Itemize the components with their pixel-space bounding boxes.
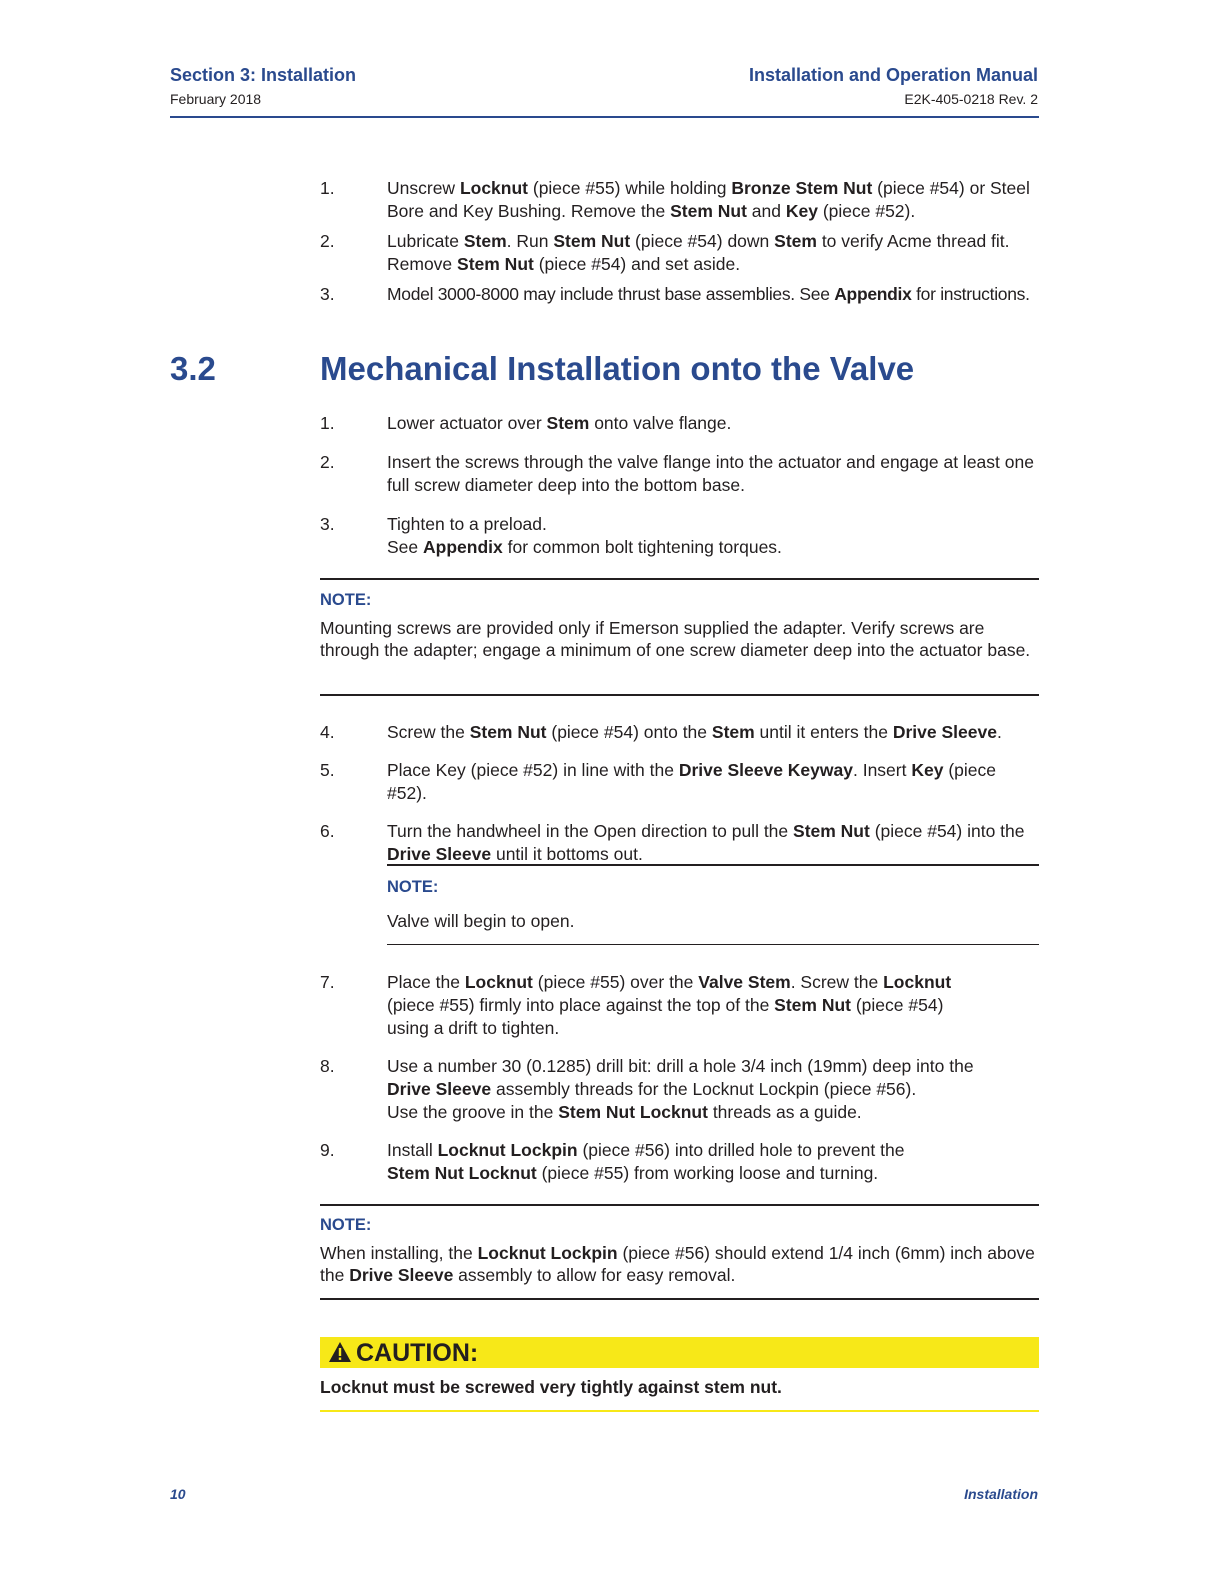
bold-term: Locknut bbox=[464, 972, 533, 992]
bold-term: Locknut bbox=[883, 972, 952, 992]
step-text: Install Locknut Lockpin (piece #56) into drilled hole to prevent the Stem Nut Locknut (piece #55) from working loose and turning. bbox=[387, 1140, 905, 1183]
section-title: Mechanical Installation onto the Valve bbox=[320, 350, 915, 387]
bold-term: Key bbox=[911, 760, 944, 780]
bold-term: Appendix bbox=[834, 284, 912, 304]
step-text: Lower actuator over Stem onto valve flange. bbox=[387, 413, 732, 433]
lock-step bbox=[320, 1055, 1039, 1124]
drive-steps-list bbox=[320, 721, 1039, 866]
note-box bbox=[320, 589, 1039, 661]
step-number: 7. bbox=[320, 972, 335, 992]
bold-term: Bronze Stem Nut bbox=[731, 178, 873, 198]
manual-title: Installation and Operation Manual bbox=[748, 65, 1038, 85]
mount-step bbox=[320, 451, 1039, 497]
section-number: 3.2 bbox=[170, 350, 216, 387]
bold-term: Locknut Lockpin bbox=[437, 1140, 578, 1160]
step-text: Use a number 30 (0.1285) drill bit: drill a hole 3/4 inch (19mm) deep into the Drive Sleeve assembly threads for the Locknut Lockpin (piece #56). Use the groove in the Stem Nut Locknut threads as a guide. bbox=[387, 1056, 974, 1122]
bold-term: Stem Nut Locknut bbox=[558, 1102, 708, 1122]
prep-step bbox=[320, 177, 1039, 223]
mount-steps-list bbox=[320, 412, 1039, 559]
step-number: 3. bbox=[320, 284, 335, 304]
mount-step bbox=[320, 412, 1039, 435]
lock-step bbox=[320, 971, 1039, 1040]
step-number: 2. bbox=[320, 452, 335, 472]
step-number: 2. bbox=[320, 231, 335, 251]
step-number: 3. bbox=[320, 514, 335, 534]
note-label: NOTE: bbox=[320, 591, 372, 609]
inner-note-box bbox=[387, 876, 1039, 932]
page-number: 10 bbox=[170, 1486, 186, 1502]
footer-section: Installation bbox=[964, 1486, 1038, 1502]
step-text: Place Key (piece #52) in line with the Drive Sleeve Keyway. Insert Key (piece #52). bbox=[387, 760, 996, 803]
bold-term: Stem Nut Locknut bbox=[387, 1163, 537, 1183]
bold-term: Stem Nut bbox=[457, 254, 534, 274]
bold-term: Stem bbox=[463, 231, 507, 251]
step-text: Model 3000-8000 may include thrust base assemblies. See Appendix for instructions. bbox=[387, 284, 1030, 304]
bold-term: Appendix bbox=[423, 537, 503, 557]
step-number: 4. bbox=[320, 722, 335, 742]
note-text: Mounting screws are provided only if Emerson supplied the adapter. Verify screws are through the adapter; engage a minimum of one screw diameter deep into the actuator base. bbox=[320, 618, 1031, 660]
prep-step bbox=[320, 230, 1039, 276]
document-code: E2K-405-0218 Rev. 2 bbox=[904, 91, 1038, 107]
caution-text: Locknut must be screwed very tightly against stem nut. bbox=[320, 1377, 782, 1397]
bold-term: Drive Sleeve bbox=[349, 1265, 454, 1285]
step-text: Place the Locknut (piece #55) over the Valve Stem. Screw the Locknut (piece #55) firmly into place against the top of the Stem Nut (piece #54) using a drift to tighten. bbox=[387, 972, 952, 1038]
bold-term: Locknut Lockpin bbox=[477, 1243, 618, 1263]
warning-triangle-icon bbox=[328, 1341, 352, 1363]
note-bottom-rule bbox=[320, 1298, 1039, 1300]
drive-step bbox=[320, 721, 1039, 744]
bold-term: Stem bbox=[711, 722, 755, 742]
step-text: Turn the handwheel in the Open direction to pull the Stem Nut (piece #54) into the Drive Sleeve until it bottoms out. bbox=[387, 821, 1025, 864]
inner-note-bottom-rule bbox=[387, 944, 1039, 945]
note-top-rule bbox=[320, 578, 1039, 580]
bold-term: Key bbox=[785, 201, 818, 221]
step-text: Insert the screws through the valve flange into the actuator and engage at least one full screw diameter deep into the bottom base. bbox=[387, 452, 1034, 495]
note-top-rule bbox=[320, 1204, 1039, 1206]
running-header-right bbox=[749, 63, 1038, 109]
bold-term: Drive Sleeve bbox=[892, 722, 997, 742]
bold-term: Stem bbox=[546, 413, 590, 433]
bold-term: Drive Sleeve Keyway bbox=[678, 760, 853, 780]
step-number: 6. bbox=[320, 821, 335, 841]
step-text: Tighten to a preload. See Appendix for common bolt tightening torques. bbox=[387, 514, 782, 557]
note-box bbox=[320, 1214, 1039, 1286]
header-divider bbox=[170, 116, 1039, 118]
note-label: NOTE: bbox=[387, 878, 439, 896]
bold-term: Stem bbox=[774, 231, 817, 251]
step-number: 1. bbox=[320, 178, 335, 198]
step-number: 5. bbox=[320, 760, 335, 780]
step-number: 9. bbox=[320, 1140, 335, 1160]
note-label: NOTE: bbox=[320, 1216, 372, 1234]
bold-term: Stem Nut bbox=[793, 821, 870, 841]
prep-step bbox=[320, 283, 1039, 306]
bold-term: Drive Sleeve bbox=[387, 844, 492, 864]
caution-heading bbox=[328, 1338, 478, 1368]
bold-term: Stem Nut bbox=[774, 995, 851, 1015]
step-number: 1. bbox=[320, 413, 335, 433]
step-text: Lubricate Stem. Run Stem Nut (piece #54) down Stem to verify Acme thread fit. Remove Stem Nut (piece #54) and set aside. bbox=[387, 231, 1010, 274]
bold-term: Stem Nut bbox=[553, 231, 631, 251]
step-number: 8. bbox=[320, 1056, 335, 1076]
bold-term: Drive Sleeve bbox=[387, 1079, 492, 1099]
note-text: When installing, the Locknut Lockpin (piece #56) should extend 1/4 inch (6mm) inch above the Drive Sleeve assembly to allow for easy removal. bbox=[320, 1243, 1035, 1285]
running-header-left bbox=[170, 63, 356, 109]
drive-step bbox=[320, 820, 1039, 866]
note-bottom-rule bbox=[320, 694, 1039, 696]
bold-term: Stem Nut bbox=[469, 722, 547, 742]
step-text: Unscrew Locknut (piece #55) while holding Bronze Stem Nut (piece #54) or Steel Bore and Key Bushing. Remove the Stem Nut and Key (piece #52). bbox=[387, 178, 1030, 221]
lock-steps-list bbox=[320, 971, 1039, 1185]
lock-step bbox=[320, 1139, 1039, 1185]
bold-term: Stem Nut bbox=[670, 201, 747, 221]
drive-step bbox=[320, 759, 1039, 805]
caution-label: CAUTION: bbox=[356, 1339, 479, 1367]
header-date: February 2018 bbox=[170, 91, 262, 107]
bold-term: Valve Stem bbox=[698, 972, 791, 992]
note-text: Valve will begin to open. bbox=[387, 911, 575, 931]
bold-term: Locknut bbox=[459, 178, 528, 198]
prep-steps-list bbox=[320, 177, 1039, 306]
caution-bottom-rule bbox=[320, 1410, 1039, 1412]
step-text: Screw the Stem Nut (piece #54) onto the Stem until it enters the Drive Sleeve. bbox=[387, 722, 1002, 742]
section-header-title: Section 3: Installation bbox=[170, 65, 357, 85]
inner-note-top-rule bbox=[387, 864, 1039, 866]
mount-step bbox=[320, 513, 1039, 559]
